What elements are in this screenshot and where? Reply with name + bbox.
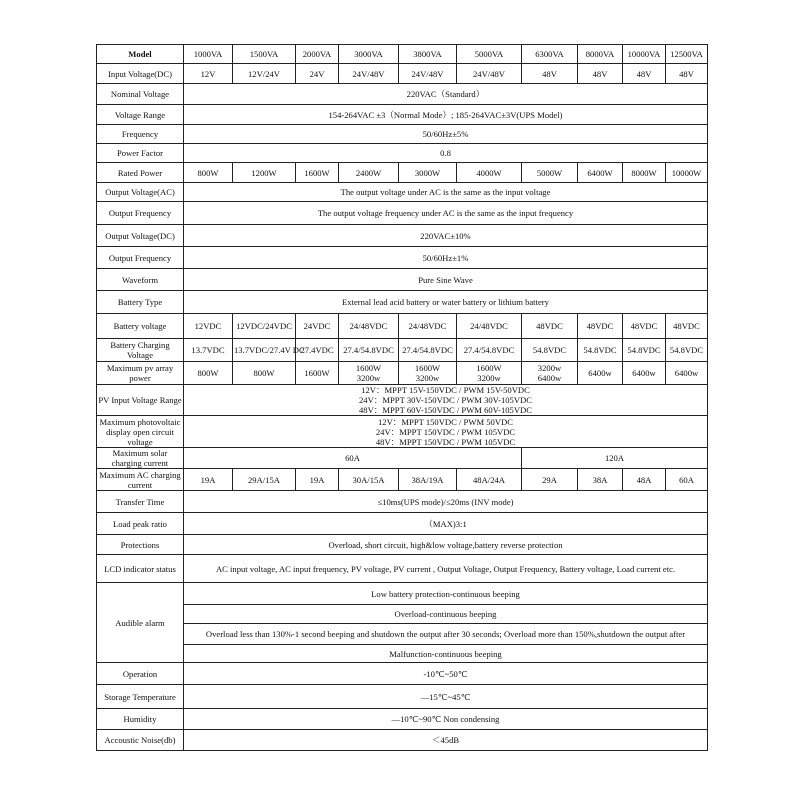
table-cell: Overload, short circuit, high&low voltage,battery reverse protection — [184, 535, 708, 555]
row-label: Protections — [97, 535, 184, 555]
table-cell: The output voltage under AC is the same as the input voltage — [184, 183, 708, 202]
table-cell: 24V/48V — [339, 64, 399, 84]
table-row-load-peak-ratio — [97, 513, 708, 535]
table-cell: 2000VA — [296, 45, 339, 64]
row-label: Voltage Range — [97, 105, 184, 125]
table-cell: 0.8 — [184, 144, 708, 163]
table-cell: 27.4VDC — [296, 339, 339, 362]
table-cell: 6400w — [666, 362, 708, 385]
table-cell — [457, 362, 522, 385]
table-cell: 8000W — [623, 163, 666, 183]
table-cell: 8000VA — [578, 45, 623, 64]
table-cell: 13.7VDC/27.4V DC — [233, 339, 296, 362]
cell-line: 1600W — [414, 363, 441, 373]
table-row-operation — [97, 663, 708, 685]
table-row-audible-alarm — [97, 605, 708, 624]
table-cell: 54.8VDC — [578, 339, 623, 362]
row-label: Storage Temperature — [97, 685, 184, 709]
table-cell: 4000W — [457, 163, 522, 183]
table-cell: 1200W — [233, 163, 296, 183]
row-label: Maximum photovoltaic display open circuit voltage — [97, 416, 184, 448]
cell-line: 3200w — [537, 363, 562, 373]
table-cell: 24VDC — [296, 314, 339, 339]
table-cell: 6400w — [578, 362, 623, 385]
table-cell: 29A — [522, 469, 578, 491]
table-cell: 6300VA — [522, 45, 578, 64]
table-cell: 54.8VDC — [623, 339, 666, 362]
table-cell: Pure Sine Wave — [184, 269, 708, 291]
table-row-maximum-solar-charging-current — [97, 448, 708, 469]
table-row-battery-type — [97, 291, 708, 314]
table-row-voltage-range — [97, 105, 708, 125]
table-cell: 12VDC/24VDC — [233, 314, 296, 339]
table-row-power-factor — [97, 144, 708, 163]
row-label: Model — [97, 45, 184, 64]
cell-line: 48V：MPPT 150VDC / PWM 105VDC — [375, 436, 516, 447]
table-cell: -10℃~50℃ — [184, 663, 708, 685]
table-cell: 800W — [233, 362, 296, 385]
table-cell: 48VDC — [522, 314, 578, 339]
table-cell: 6400w — [623, 362, 666, 385]
table-cell: 3000VA — [339, 45, 399, 64]
cell-line: 3200w — [356, 373, 381, 383]
table-row-input-voltage-dc — [97, 64, 708, 84]
table-row-storage-temperature — [97, 685, 708, 709]
table-cell: 13.7VDC — [184, 339, 233, 362]
row-label: PV Input Voltage Range — [97, 385, 184, 416]
table-row-output-voltage-ac — [97, 183, 708, 202]
table-cell: AC input voltage, AC input frequency, PV voltage, PV current , Output Voltage, Output Frequency, Battery voltage, Load current etc. — [184, 555, 708, 583]
table-cell: 5000W — [522, 163, 578, 183]
row-label: LCD indicator status — [97, 555, 184, 583]
spec-table — [96, 44, 708, 751]
alarm-item: Low battery protection-continuous beeping — [184, 583, 708, 605]
table-cell: 48VDC — [623, 314, 666, 339]
table-cell: 24V/48V — [399, 64, 457, 84]
cell-line: 1600W — [355, 363, 382, 373]
table-row-protections — [97, 535, 708, 555]
table-row-maximum-pv-array-power — [97, 362, 708, 385]
table-cell: 48V — [623, 64, 666, 84]
table-cell: —10℃~90℃ Non condensing — [184, 709, 708, 730]
cell-line: 12V：MPPT 150VDC / PWM 50VDC — [378, 416, 513, 427]
table-cell — [184, 385, 708, 416]
table-cell: ≤10ms(UPS mode)/≤20ms (INV mode) — [184, 491, 708, 513]
table-cell: 60A — [666, 469, 708, 491]
table-cell — [184, 416, 708, 448]
table-cell: 10000VA — [623, 45, 666, 64]
cell-line: 1600W — [476, 363, 502, 373]
table-row-frequency — [97, 125, 708, 144]
table-row-model — [97, 45, 708, 64]
table-cell: ＜45dB — [184, 730, 708, 751]
table-cell: 12500VA — [666, 45, 708, 64]
cell-line: 3200w — [415, 373, 440, 383]
table-cell: 19A — [296, 469, 339, 491]
table-cell: 5000VA — [457, 45, 522, 64]
table-row-output-frequency — [97, 247, 708, 269]
table-cell: 48A — [623, 469, 666, 491]
table-row-transfer-time — [97, 491, 708, 513]
cell-line: 3200w — [477, 373, 501, 383]
table-row-nominal-voltage — [97, 84, 708, 105]
table-cell: 6400W — [578, 163, 623, 183]
table-cell — [522, 362, 578, 385]
table-cell: 24/48VDC — [457, 314, 522, 339]
table-row-maximum-ac-charging-current — [97, 469, 708, 491]
table-cell: 2400W — [339, 163, 399, 183]
table-cell: 24V — [296, 64, 339, 84]
table-row-output-voltage-dc — [97, 225, 708, 247]
table-cell: 27.4/54.8VDC — [339, 339, 399, 362]
table-cell: 50/60Hz±5% — [184, 125, 708, 144]
table-row-battery-voltage — [97, 314, 708, 339]
row-label: Waveform — [97, 269, 184, 291]
row-label: Battery Type — [97, 291, 184, 314]
table-cell: 38A — [578, 469, 623, 491]
table-cell: 220VAC±10% — [184, 225, 708, 247]
row-label: Operation — [97, 663, 184, 685]
table-cell: 1600W — [296, 362, 339, 385]
row-label: Output Voltage(AC) — [97, 183, 184, 202]
table-cell: External lead acid battery or water battery or lithium battery — [184, 291, 708, 314]
table-cell: 12VDC — [184, 314, 233, 339]
table-cell: 48V — [578, 64, 623, 84]
table-cell: 24/48VDC — [339, 314, 399, 339]
row-label: Frequency — [97, 125, 184, 144]
table-cell: 48VDC — [666, 314, 708, 339]
alarm-item: Overload-continuous beeping — [184, 605, 708, 624]
table-cell: 12V/24V — [233, 64, 296, 84]
row-label: Nominal Voltage — [97, 84, 184, 105]
row-label: Rated Power — [97, 163, 184, 183]
table-cell: 54.8VDC — [522, 339, 578, 362]
table-cell: 19A — [184, 469, 233, 491]
table-cell: 10000W — [666, 163, 708, 183]
table-cell: 48V — [522, 64, 578, 84]
table-cell: 24V/48V — [457, 64, 522, 84]
row-label: Input Voltage(DC) — [97, 64, 184, 84]
row-label: Maximum solar charging current — [97, 448, 184, 469]
table-cell: 27.4/54.8VDC — [399, 339, 457, 362]
table-cell: —15℃~45℃ — [184, 685, 708, 709]
row-label: Audible alarm — [97, 583, 184, 663]
table-cell: 3000W — [399, 163, 457, 183]
table-row-output-frequency — [97, 202, 708, 225]
table-cell: 800W — [184, 362, 233, 385]
alarm-item: Overload less than 130%-1 second beeping and shutdown the output after 30 seconds; Overload more than 150%,shutdown the output after — [184, 624, 708, 645]
cell-line: 12V：MPPT 15V-150VDC / PWM 15V-50VDC — [361, 385, 530, 395]
table-row-waveform — [97, 269, 708, 291]
row-label: Humidity — [97, 709, 184, 730]
row-label: Load peak ratio — [97, 513, 184, 535]
table-cell: 12V — [184, 64, 233, 84]
row-label: Transfer Time — [97, 491, 184, 513]
table-cell: 120A — [522, 448, 708, 469]
table-cell: （MAX)3:1 — [184, 513, 708, 535]
table-cell: 48A/24A — [457, 469, 522, 491]
table-cell — [399, 362, 457, 385]
table-cell: 1500VA — [233, 45, 296, 64]
cell-line: 6400w — [537, 373, 562, 383]
table-cell: 1000VA — [184, 45, 233, 64]
table-cell: The output voltage frequency under AC is the same as the input frequency — [184, 202, 708, 225]
table-row-pv-input-voltage-range — [97, 385, 708, 416]
table-row-audible-alarm — [97, 624, 708, 645]
table-cell: 48V — [666, 64, 708, 84]
table-cell: 29A/15A — [233, 469, 296, 491]
table-row-rated-power — [97, 163, 708, 183]
row-label: Maximum AC charging current — [97, 469, 184, 491]
cell-line: 24V：MPPT 30V-150VDC / PWM 30V-105VDC — [358, 395, 532, 405]
table-cell: 3800VA — [399, 45, 457, 64]
table-cell: 220VAC（Standard） — [184, 84, 708, 105]
table-cell: 800W — [184, 163, 233, 183]
row-label: Output Frequency — [97, 247, 184, 269]
cell-line: 48V：MPPT 60V-150VDC / PWM 60V-105VDC — [358, 405, 532, 415]
table-cell: 60A — [184, 448, 522, 469]
table-cell: 48VDC — [578, 314, 623, 339]
table-cell — [339, 362, 399, 385]
row-label: Battery voltage — [97, 314, 184, 339]
table-row-audible-alarm — [97, 645, 708, 663]
cell-line: 24V：MPPT 150VDC / PWM 105VDC — [375, 426, 516, 437]
table-row-battery-charging-voltage — [97, 339, 708, 362]
row-label: Output Frequency — [97, 202, 184, 225]
table-cell: 38A/19A — [399, 469, 457, 491]
table-row-accoustic-noise-db — [97, 730, 708, 751]
alarm-item: Malfunction-continuous beeping — [184, 645, 708, 663]
row-label: Power Factor — [97, 144, 184, 163]
row-label: Battery Charging Voltage — [97, 339, 184, 362]
table-cell: 24/48VDC — [399, 314, 457, 339]
table-cell: 54.8VDC — [666, 339, 708, 362]
row-label: Output Voltage(DC) — [97, 225, 184, 247]
table-cell: 30A/15A — [339, 469, 399, 491]
table-row-lcd-indicator-status — [97, 555, 708, 583]
row-label: Accoustic Noise(db) — [97, 730, 184, 751]
table-cell: 1600W — [296, 163, 339, 183]
table-cell: 27.4/54.8VDC — [457, 339, 522, 362]
table-row-maximum-photovoltaic-display-open-circuit-voltage — [97, 416, 708, 448]
table-cell: 154-264VAC ±3（Normal Mode）; 185-264VAC±3V(UPS Model) — [184, 105, 708, 125]
table-row-audible-alarm — [97, 583, 708, 605]
table-cell: 50/60Hz±1% — [184, 247, 708, 269]
row-label: Maximum pv array power — [97, 362, 184, 385]
table-row-humidity — [97, 709, 708, 730]
